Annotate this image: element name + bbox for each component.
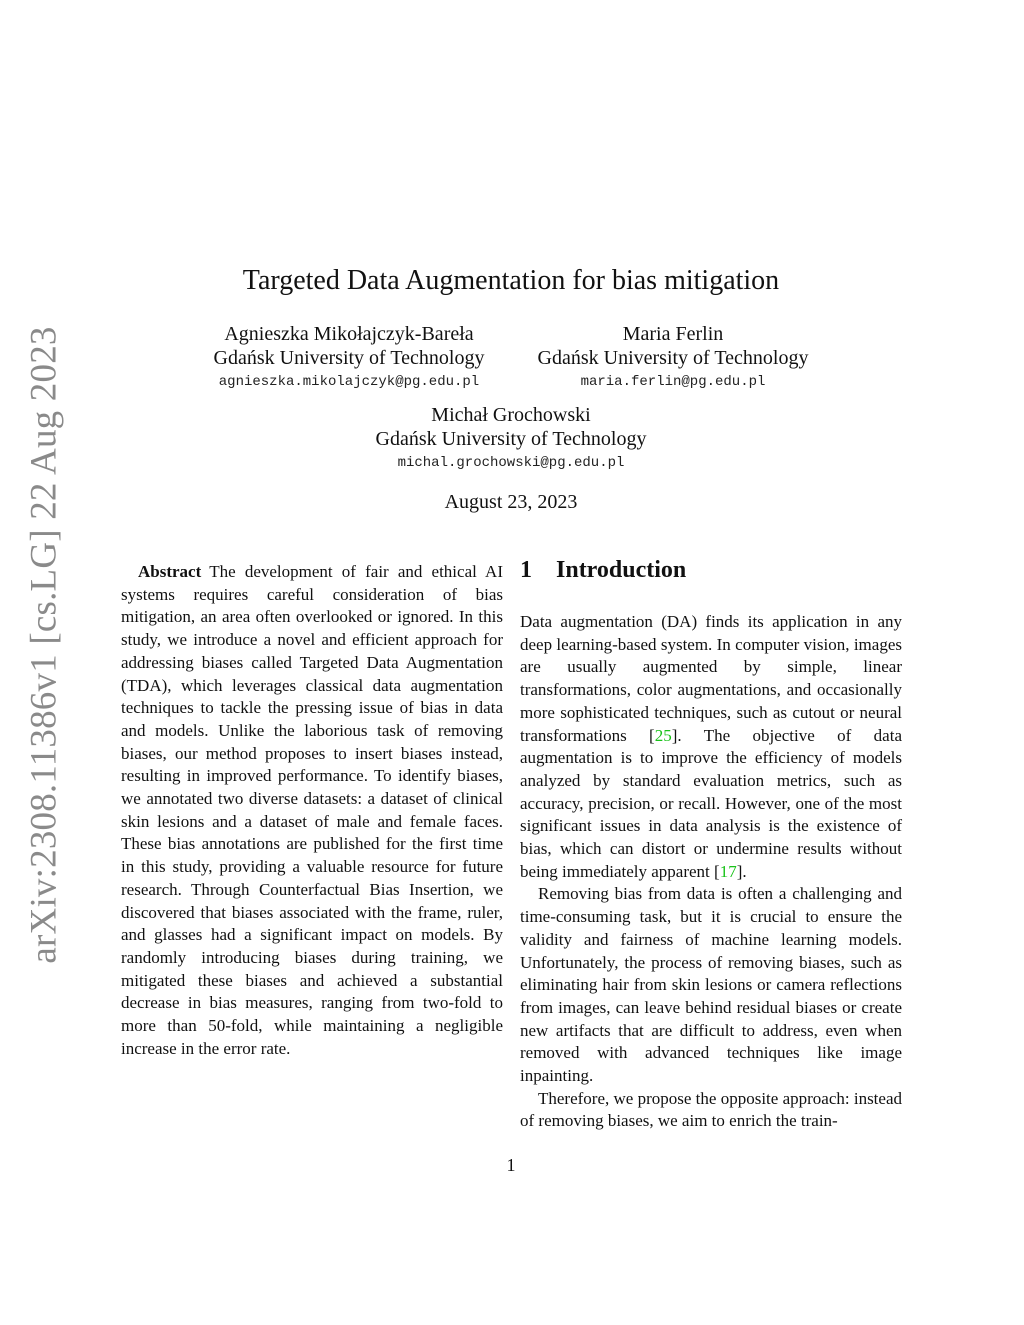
- section-heading: [520, 555, 902, 585]
- abstract-text: The development of fair and ethical AI systems requires careful consideration of bias mitigation, an area often overlooked or ignored. In this study, we introduce a novel and efficient approach for addressing biases called Targeted Data Augmentation (TDA), which leverages classical data augmentation techniques to tackle the pressing issue of bias in data and models. Unlike the laborious task of removing biases, our method proposes to insert biases instead, resulting in improved performance. To identify biases, we annotated two diverse datasets: a dataset of clinical skin lesions and a dataset of male and female faces. These bias annotations are published for the first time in this study, providing a valuable resource for future research. Through Counterfactual Bias Insertion, we discovered that biases associated with the frame, ruler, and glasses had a significant impact on models. By randomly introducing biases during training, we mitigated these biases and achieved a substantial decrease in bias measures, ranging from two-fold to more than 50-fold, while maintaining a negligible increase in the error rate.: [121, 562, 503, 1058]
- introduction-section: [520, 555, 902, 1133]
- abstract-heading: Abstract: [138, 562, 202, 581]
- section-number: 1: [520, 557, 532, 583]
- arxiv-identifier-stamp: arXiv:2308.11386v1 [cs.LG] 22 Aug 2023: [23, 326, 65, 964]
- paragraph-text: ].: [736, 861, 747, 881]
- abstract-paragraph: [121, 561, 503, 1060]
- citation-link[interactable]: 25: [654, 725, 672, 745]
- author-affiliation: Gdańsk University of Technology: [375, 428, 647, 450]
- author-block: [184, 322, 514, 392]
- author-name: Agnieszka Mikołajczyk-Bareła: [224, 323, 474, 345]
- author-email[interactable]: agnieszka.mikolajczyk@pg.edu.pl: [218, 374, 480, 390]
- section-title: Introduction: [556, 557, 687, 583]
- intro-paragraph-1: [520, 611, 902, 883]
- paper-date: August 23, 2023: [444, 491, 578, 513]
- author-email[interactable]: maria.ferlin@pg.edu.pl: [580, 374, 766, 390]
- abstract-section: [121, 561, 503, 1060]
- author-affiliation: Gdańsk University of Technology: [537, 347, 809, 369]
- page-number: 1: [506, 1155, 516, 1175]
- intro-paragraph-2: Removing bias from data is often a challenging and time-consuming task, but it is crucial to ensure the validity and fairness of machine learning models. Unfortunately, the process of removing biases, such as eliminating hair from skin lesions or camera reflections from images, can leave behind residual biases or create new artifacts that are difficult to address, even when removed with advanced techniques like image inpainting.: [520, 884, 902, 1086]
- paragraph-text: ]. The objective of data augmentation is to improve the efficiency of models analyzed by standard evaluation metrics, such as accuracy, precision, or recall. However, one of the most significant issues in data analysis is the existence of bias, which can distort or undermine results without being immediately apparent [: [520, 725, 902, 881]
- intro-paragraph-3: Therefore, we propose the opposite approach: instead of removing biases, we aim to enrich the train-: [520, 1088, 902, 1131]
- paragraph-text: Data augmentation (DA) finds its application in any deep learning-based system. In computer vision, images are usually augmented by simple, linear transformations, color augmentations, and occasionally more sophisticated techniques, such as cutout or neural transformations [: [520, 612, 902, 745]
- author-block: [346, 403, 676, 473]
- author-name: Maria Ferlin: [622, 323, 724, 345]
- author-email[interactable]: michal.grochowski@pg.edu.pl: [397, 455, 625, 471]
- paper-title: Targeted Data Augmentation for bias mitigation: [242, 265, 780, 296]
- author-affiliation: Gdańsk University of Technology: [213, 347, 485, 369]
- citation-link[interactable]: 17: [719, 861, 737, 881]
- author-name: Michał Grochowski: [431, 404, 591, 426]
- author-block: [508, 322, 838, 392]
